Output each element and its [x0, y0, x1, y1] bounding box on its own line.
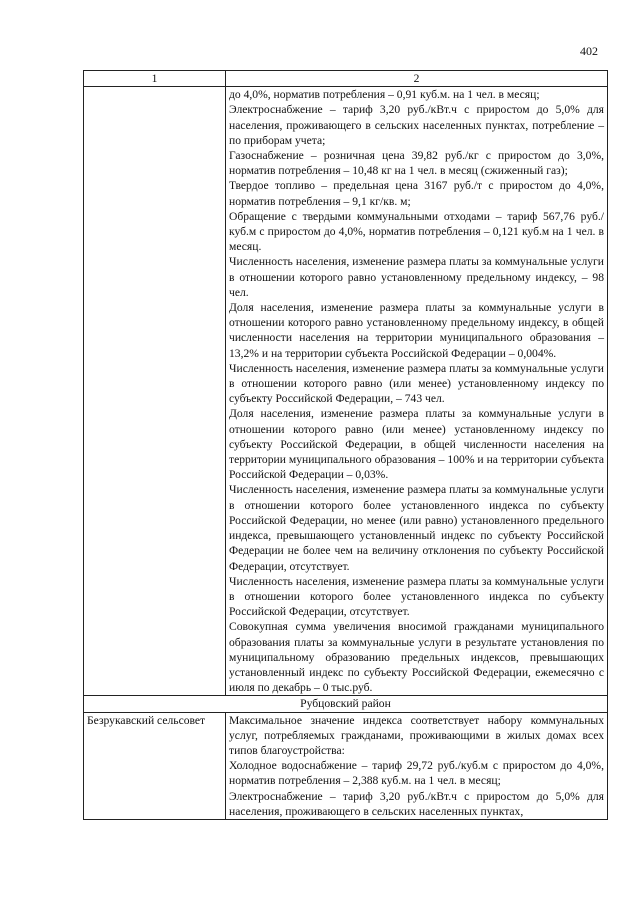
table-row	[84, 712, 608, 819]
district-heading: Рубцовский район	[84, 696, 608, 712]
page-number: 402	[580, 44, 598, 58]
district-row	[84, 696, 608, 712]
table-header-row	[84, 71, 608, 87]
paragraph: Максимальное значение индекса соответствует набору коммунальных услуг, потребляемых гражданами, проживающими в жилых домах всех типов благоустройства:	[229, 713, 604, 757]
description-cell	[226, 87, 608, 696]
municipality-cell-empty	[84, 87, 226, 696]
paragraph: Численность населения, изменение размера платы за коммунальные услуги в отношении которого более установленного индекса по субъекту Российской Федерации, отсутствует.	[229, 574, 604, 619]
municipality-name: Безрукавский сельсовет	[84, 712, 226, 819]
paragraph: до 4,0%, норматив потребления – 0,91 куб.м. на 1 чел. в месяц;	[229, 88, 540, 102]
paragraph: Газоснабжение – розничная цена 39,82 руб./кг с приростом до 3,0%, норматив потребления – 10,48 кг на 1 чел. в месяц (сжиженный газ);	[229, 149, 604, 178]
paragraph: Обращение с твердыми коммунальными отходами – тариф 567,76 руб./куб.м с приростом до 4,0%, норматив потребления – 0,121 куб.м на 1 чел. в месяц.	[229, 209, 604, 254]
paragraph: Доля населения, изменение размера платы за коммунальные услуги в отношении которого равно установленному предельному индексу, в общей численности населения на территории муниципального образования – 13,2% и на территории субъекта Российской Федерации – 0,004%.	[229, 301, 604, 360]
table-row	[84, 87, 608, 696]
paragraph: Электроснабжение – тариф 3,20 руб./кВт.ч с приростом до 5,0% для населения, проживающего в сельских населенных пунктах, потребление – по приборам учета;	[229, 103, 604, 147]
paragraph: Доля населения, изменение размера платы за коммунальные услуги в отношении которого равно (или менее) установленному индексу по субъекту Российской Федерации, в общей численности населения на территории муниципального образования – 100% и на территории субъекта Российской Федерации – 0,03%.	[229, 407, 604, 482]
column-header-2: 2	[226, 71, 608, 87]
paragraph: Численность населения, изменение размера платы за коммунальные услуги в отношении которого равно (или менее) установленному индексу по субъекту Российской Федерации, – 743 чел.	[229, 361, 604, 406]
paragraph: Холодное водоснабжение – тариф 29,72 руб./куб.м с приростом до 4,0%, норматив потребления – 2,388 куб.м. на 1 чел. в месяц;	[229, 759, 604, 788]
paragraph: Численность населения, изменение размера платы за коммунальные услуги в отношении которого более установленного индекса по субъекту Российской Федерации, но менее (или равно) установленного предельного индекса, превышающего установленный индекс по субъекту Российской Федерации не более чем на величину отклонения по субъекту Российской Федерации, отсутствует.	[229, 483, 604, 573]
paragraph: Твердое топливо – предельная цена 3167 руб./т с приростом до 4,0%, норматив потребления – 9,1 кг/кв. м;	[229, 179, 604, 208]
description-cell	[226, 712, 608, 819]
paragraph: Численность населения, изменение размера платы за коммунальные услуги в отношении которого равно установленному предельному индексу, – 98 чел.	[229, 255, 604, 299]
document-table	[83, 70, 608, 820]
paragraph: Электроснабжение – тариф 3,20 руб./кВт.ч с приростом до 5,0% для населения, проживающего в сельских населенных пунктах,	[229, 789, 604, 818]
column-header-1: 1	[84, 71, 226, 87]
paragraph: Совокупная сумма увеличения вносимой гражданами муниципального образования платы за коммунальные услуги в результате установления по муниципальному образованию предельных индексов, превышающих установленный индекс по субъекту Российской Федерации, ежемесячно с июля по декабрь – 0 тыс.руб.	[229, 620, 604, 695]
